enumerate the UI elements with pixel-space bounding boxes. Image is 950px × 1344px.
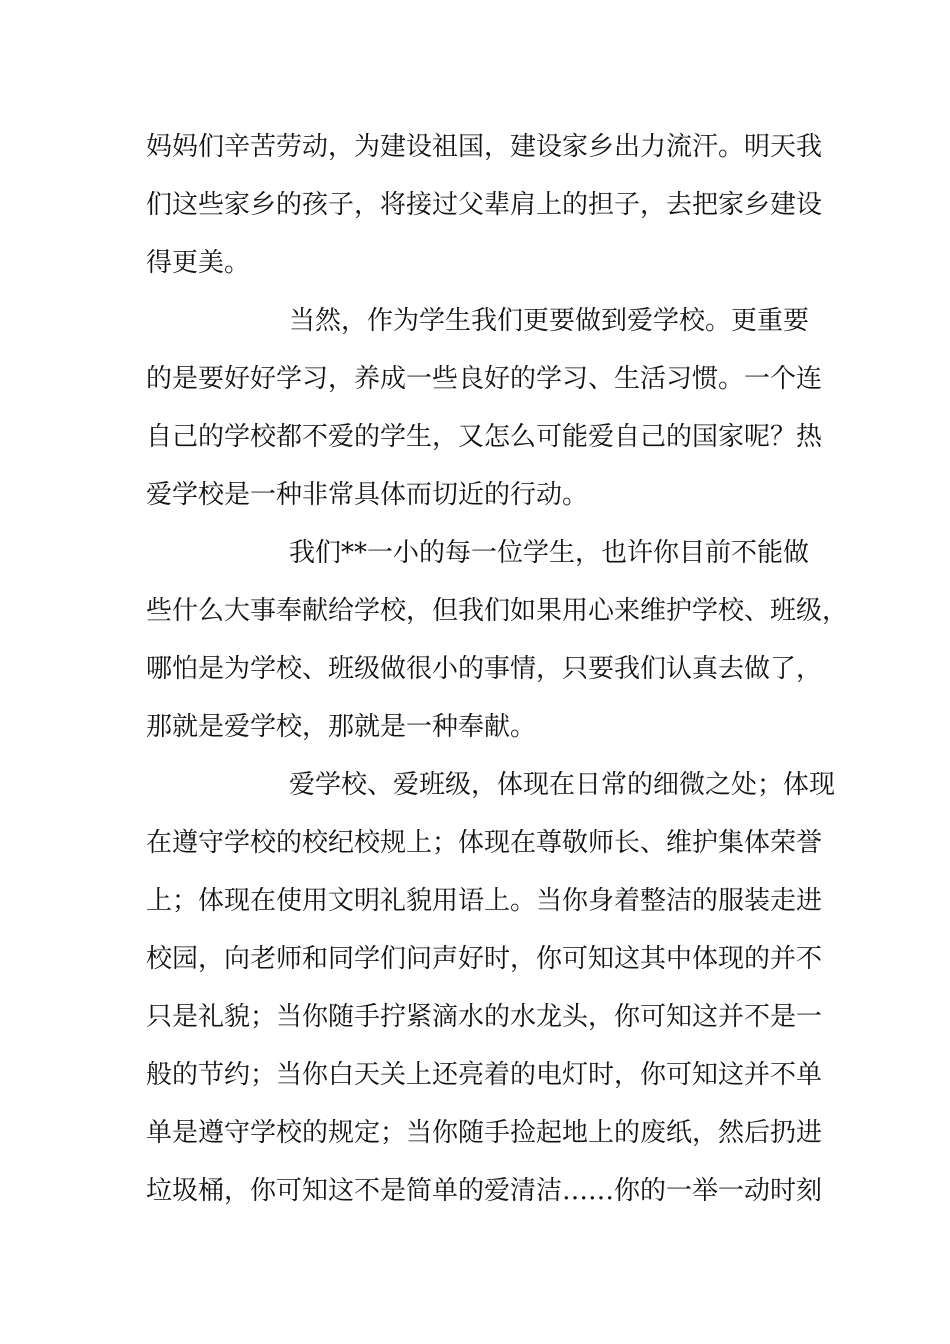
paragraph-1: [146, 118, 823, 292]
paragraph-4: [146, 756, 836, 1220]
paragraph-3: [146, 524, 849, 756]
text-line: 般的节约；当你白天关上还亮着的电灯时，你可知这并不单: [146, 1060, 823, 1090]
text-line: 那就是爱学校，那就是一种奉献。: [146, 712, 537, 742]
text-line: 妈妈们辛苦劳动，为建设祖国，建设家乡出力流汗。明天我: [146, 132, 823, 162]
text-line: 垃圾桶，你可知这不是简单的爱清洁……你的一举一动时刻: [146, 1176, 823, 1206]
text-line: 单是遵守学校的规定；当你随手捡起地上的废纸，然后扔进: [146, 1118, 823, 1148]
text-line: 我们**一小的每一位学生，也许你目前不能做: [289, 538, 810, 568]
text-line: 爱学校是一种非常具体而切近的行动。: [146, 480, 589, 510]
text-line: 们这些家乡的孩子，将接过父辈肩上的担子，去把家乡建设: [146, 190, 823, 220]
text-line: 上；体现在使用文明礼貌用语上。当你身着整洁的服装走进: [146, 886, 823, 916]
text-line: 只是礼貌；当你随手拧紧滴水的水龙头，你可知这并不是一: [146, 1002, 823, 1032]
text-line: 在遵守学校的校纪校规上；体现在尊敬师长、维护集体荣誉: [146, 828, 823, 858]
text-line: 得更美。: [146, 248, 251, 278]
text-line: 自己的学校都不爱的学生，又怎么可能爱自己的国家呢？热: [146, 422, 823, 452]
document-body: [146, 118, 849, 1220]
text-line: 的是要好好学习，养成一些良好的学习、生活习惯。一个连: [146, 364, 823, 394]
paragraph-2: [146, 292, 823, 524]
text-line: 当然，作为学生我们更要做到爱学校。更重要: [289, 306, 810, 336]
text-line: 些什么大事奉献给学校，但我们如果用心来维护学校、班级，: [146, 596, 849, 626]
text-line: 爱学校、爱班级，体现在日常的细微之处；体现: [289, 770, 836, 800]
text-line: 哪怕是为学校、班级做很小的事情，只要我们认真去做了，: [146, 654, 823, 684]
text-line: 校园，向老师和同学们问声好时，你可知这其中体现的并不: [146, 944, 823, 974]
